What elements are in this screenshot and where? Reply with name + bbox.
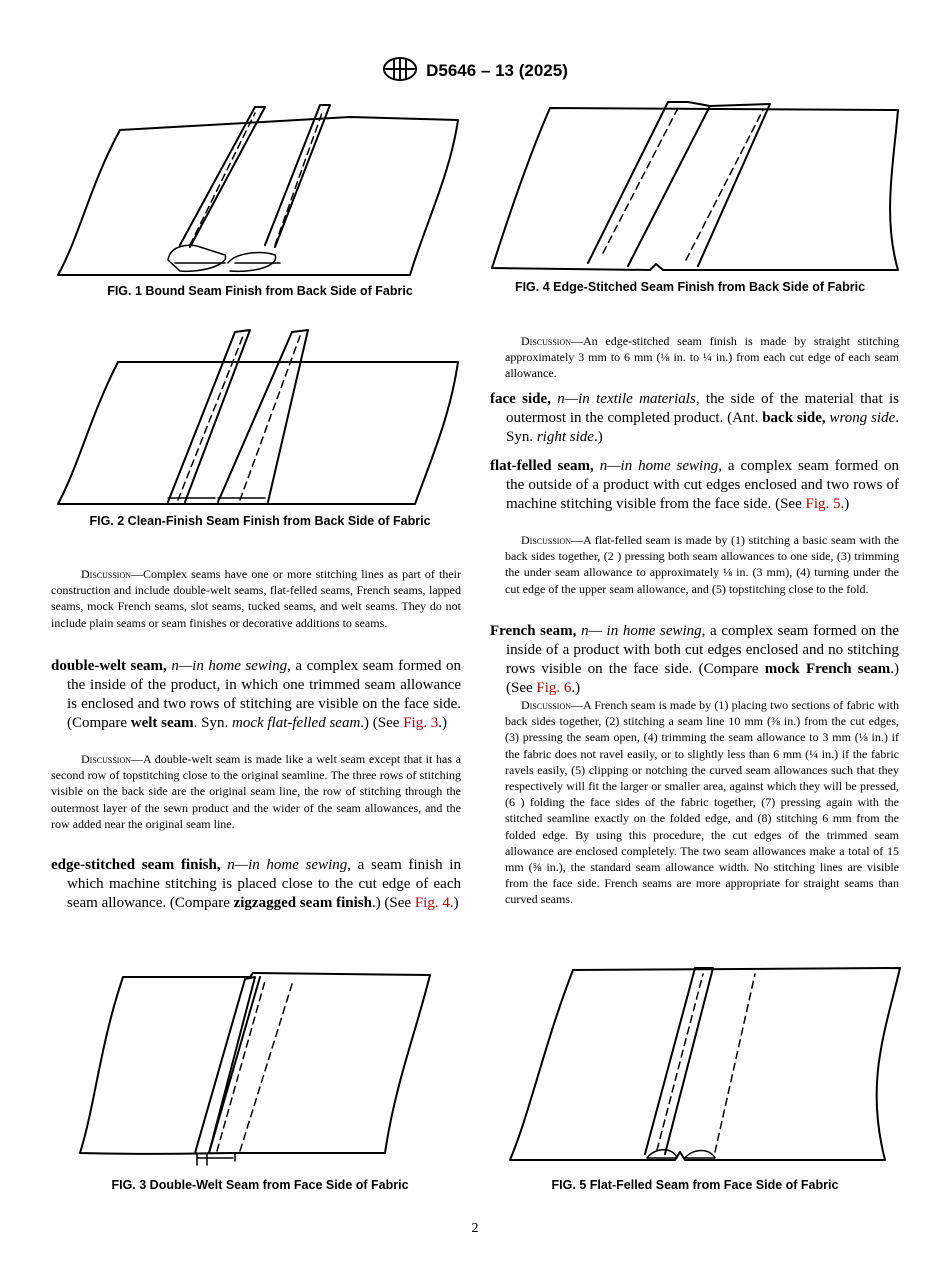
definition-french-seam: French seam, n— in home sewing, a complex seam formed on the inside of a product with both cut edges enclosed and no stitching rows visible on the face side. (Compare mock French seam.) (See Fig. 6.) <box>490 623 899 696</box>
discussion-double-welt: Discussion—A double-welt seam is made like a welt seam except that it has a second row of topstitching close to the original seamline. The three rows of stitching visible on the back side are the original seam line, the row of stitching through the outermost layer of the sewn product and the wider of the seam allowances, and the row added near the original seam line. <box>51 752 461 831</box>
definition-face-side: face side, n—in textile materials, the side of the material that is outermost in the completed product. (Ant. back side, wrong side. Syn. right side.) <box>490 391 899 445</box>
figure-2-caption: FIG. 2 Clean-Finish Seam Finish from Back Side of Fabric <box>89 514 431 528</box>
discussion-french-seam: Discussion—A French seam is made by (1) placing two sections of fabric with back sides together, (2) stitching a seam line 10 mm (⅜ in.) from the cut edges, (3) pressing the seam open, (4) trimming the seam allowance to 3 mm (⅛ in.) if the fabric does not ravel easily, or to slightly less than 6 mm (¼ in.) if the fabric ravels easily, (5) clipping or notching the curved seam allowances such that they respectively will fit the larger or smaller area, against which they will be pressed, (6 ) folding the face sides of the fabric together, (7) pressing again with the stitched seamline exactly on the folded edge, and (8) stitching 6 mm from the folded edge. By using this procedure, the cut edges of the trimmed seam allowance are enclosed completely. The two seam allowances make a total of 15 mm (⅝ in.), the standard seam allowance width. No stitching lines are visible from the face side. French seams are more appropriate for straight seams than curved seams. <box>505 698 899 907</box>
astm-logo-icon <box>382 56 418 87</box>
definition-double-welt-seam: double-welt seam, n—in home sewing, a complex seam formed on the inside of the product, in which one trimmed seam allowance is enclosed and two rows of stitching are visible on the face side. (Compare welt seam. Syn. mock flat-felled seam.) (See Fig. 3.) <box>51 658 461 731</box>
page-header <box>0 56 950 87</box>
figure-4-edge-stitched-seam <box>488 98 908 276</box>
definition-flat-felled-seam: flat-felled seam, n—in home sewing, a complex seam formed on the outside of a product with cut edges enclosed and two rows of machine stitching visible from the face side. (See Fig. 5.) <box>490 458 899 512</box>
figure-1-caption: FIG. 1 Bound Seam Finish from Back Side of Fabric <box>107 284 413 298</box>
fig-3-link[interactable]: Fig. 3 <box>403 715 439 731</box>
discussion-complex-seams: Discussion—Complex seams have one or more stitching lines as part of their construction and include double-welt seams, flat-felled seams, French seams, lapped seams, mock French seams, slot seams, tucked seams, and welt seams. They do not include plain seams or seam finishes or decorative additions to seams. <box>51 567 461 630</box>
discussion-edge-stitched: Discussion—An edge-stitched seam finish is made by straight stitching approximately 3 mm to 6 mm (⅛ in. to ¼ in.) from each cut edge of each seam allowance. <box>505 334 899 381</box>
discussion-flat-felled: Discussion—A flat-felled seam is made by (1) stitching a basic seam with the back sides together, (2 ) pressing both seam allowances to one side, (3) trimming the under seam allowance to approximately ⅛ in. (3 mm), (4) turning under the cut edge of the upper seam allowance, and (5) topstitching close to the fold. <box>505 533 899 596</box>
figure-3-double-welt-seam <box>75 965 435 1170</box>
figure-4-caption: FIG. 4 Edge-Stitched Seam Finish from Back Side of Fabric <box>514 280 866 294</box>
fig-4-link[interactable]: Fig. 4 <box>414 895 450 911</box>
figure-2-clean-finish-seam <box>50 322 470 507</box>
figure-1-bound-seam <box>50 95 470 280</box>
figure-5-caption: FIG. 5 Flat-Felled Seam from Face Side of Fabric <box>551 1178 839 1192</box>
document-designation: D5646 – 13 (2025) <box>426 60 568 80</box>
definition-edge-stitched-seam-finish: edge-stitched seam finish, n—in home sewing, a seam finish in which machine stitching is placed close to the cut edge of each seam allowance. (Compare zigzagged seam finish.) (See Fig. 4.) <box>51 857 461 911</box>
figure-3-caption: FIG. 3 Double-Welt Seam from Face Side of Fabric <box>111 1178 409 1192</box>
page-number: 2 <box>471 1221 479 1236</box>
fig-6-link[interactable]: Fig. 6 <box>536 680 572 696</box>
figure-5-flat-felled-seam <box>505 962 910 1167</box>
fig-5-link[interactable]: Fig. 5 <box>805 496 841 512</box>
